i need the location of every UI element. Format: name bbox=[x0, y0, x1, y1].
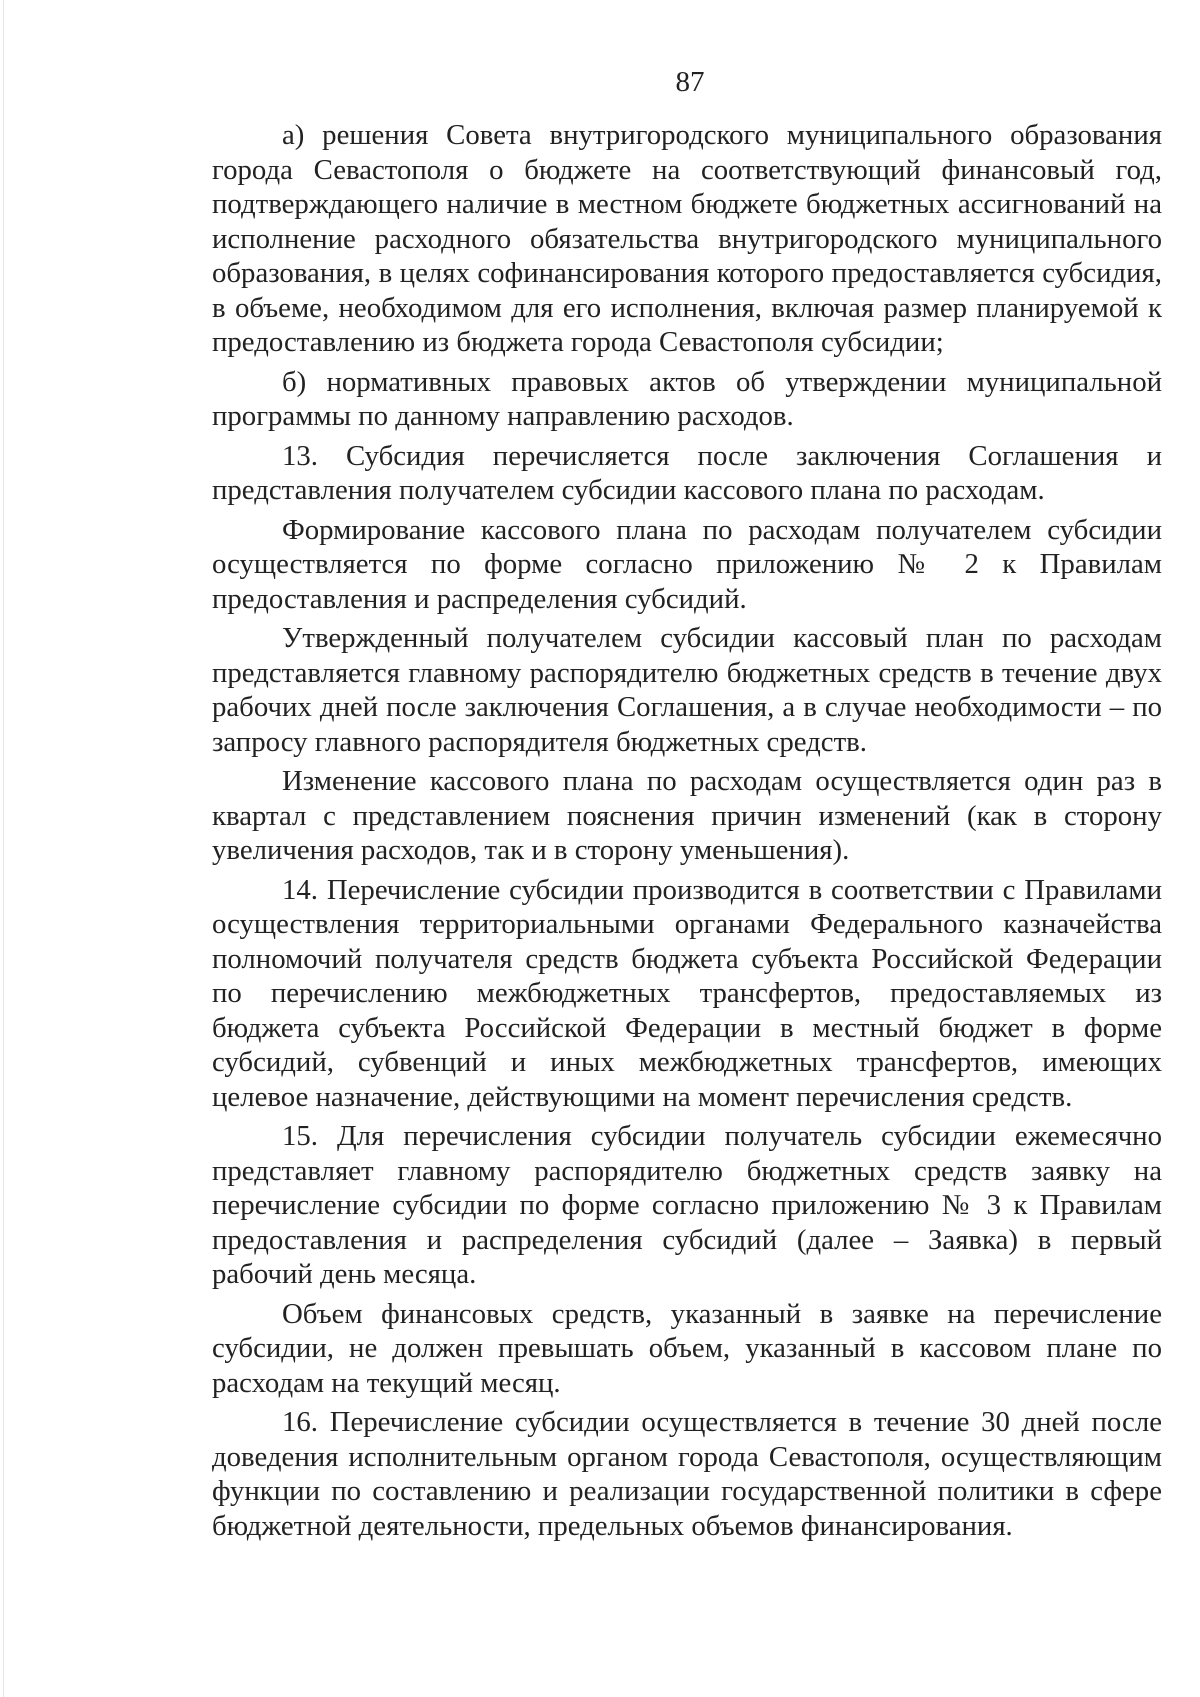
paragraph-13-cash-plan: Формирование кассового плана по расходам получателем субсидии осуществляется по форме согласно приложению № 2 к Правилам предоставления и распределения субсидий. bbox=[212, 513, 1162, 615]
paragraph-15-volume: Объем финансовых средств, указанный в заявке на перечисление субсидии, не должен превышать объем, указанный в кассовом плане по расходам на текущий месяц. bbox=[212, 1297, 1162, 1399]
paragraph-a: а) решения Совета внутригородского муниципального образования города Севастополя о бюджете на соответствующий финансовый год, подтверждающего наличие в местном бюджете бюджетных ассигнований на исполнение расходного обязательства внутригородского муниципального образования, в целях софинансирования которого предоставляется субсидия, в объеме, необходимом для его исполнения, включая размер планируемой к предоставлению из бюджета города Севастополя субсидии; bbox=[212, 119, 1162, 358]
page-number: 87 bbox=[675, 66, 705, 98]
document-body bbox=[212, 118, 1162, 1543]
paragraph-14: 14. Перечисление субсидии производится в соответствии с Правилами осуществления территориальными органами Федерального казначейства полномочий получателя средств бюджета субъекта Российской Федерации по перечислению межбюджетных трансфертов, предоставляемых из бюджета субъекта Российской Федерации в местный бюджет в форме субсидий, субвенций и иных межбюджетных трансфертов, имеющих целевое назначение, действующими на момент перечисления средств. bbox=[212, 873, 1162, 1113]
paragraph-15: 15. Для перечисления субсидии получатель субсидии ежемесячно представляет главному распорядителю бюджетных средств заявку на перечисление субсидии по форме согласно приложению № 3 к Правилам предоставления и распределения субсидий (далее – Заявка) в первый рабочий день месяца. bbox=[212, 1120, 1162, 1290]
paragraph-13-plan-change: Изменение кассового плана по расходам осуществляется один раз в квартал с представлением пояснения причин изменений (как в сторону увеличения расходов, так и в сторону уменьшения). bbox=[212, 765, 1162, 866]
scan-edge bbox=[3, 0, 4, 1697]
paragraph-13-approved-plan: Утвержденный получателем субсидии кассовый план по расходам представляется главному распорядителю бюджетных средств в течение двух рабочих дней после заключения Соглашения, а в случае необходимости – по запросу главного распорядителя бюджетных средств. bbox=[212, 622, 1162, 758]
paragraph-b: б) нормативных правовых актов об утверждении муниципальной программы по данному направлению расходов. bbox=[212, 365, 1162, 432]
paragraph-13: 13. Субсидия перечисляется после заключения Соглашения и представления получателем субсидии кассового плана по расходам. bbox=[212, 439, 1162, 506]
paragraph-16: 16. Перечисление субсидии осуществляется в течение 30 дней после доведения исполнительным органом города Севастополя, осуществляющим функции по составлению и реализации государственной политики в сфере бюджетной деятельности, предельных объемов финансирования. bbox=[212, 1406, 1162, 1542]
